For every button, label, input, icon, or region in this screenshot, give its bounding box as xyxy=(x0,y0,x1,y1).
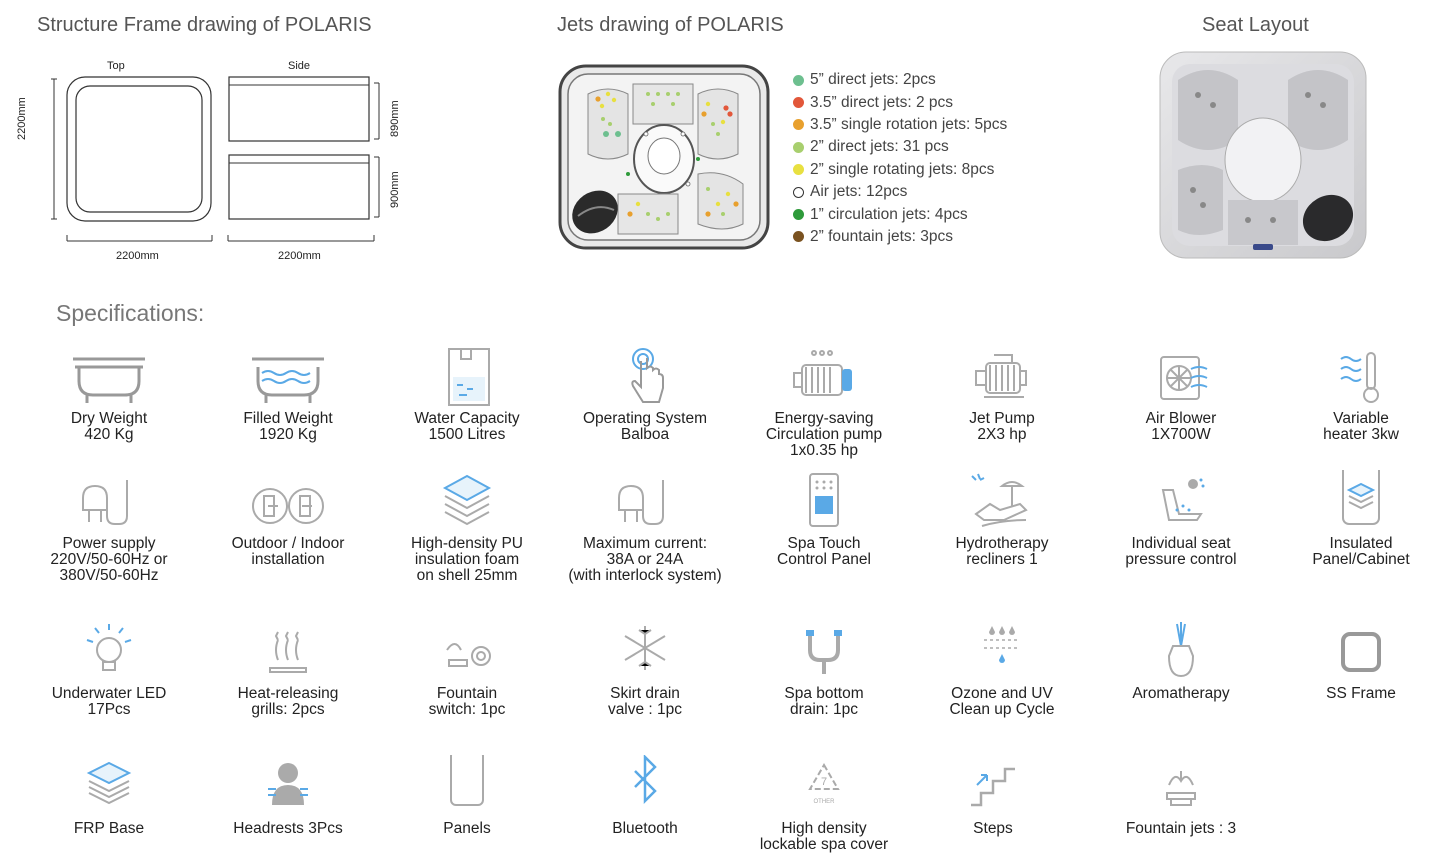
spec-text: Ozone and UV Clean up Cycle xyxy=(949,685,1055,718)
spec-text: Headrests 3Pcs xyxy=(233,820,343,837)
tub-icon xyxy=(69,345,149,411)
power-plug-icon xyxy=(69,470,149,536)
spec-text: Insulated Panel/Cabinet xyxy=(1312,535,1410,568)
svg-text:7: 7 xyxy=(820,776,828,788)
spec-fountain-switch xyxy=(378,620,556,718)
legend-text: 2” fountain jets: 3pcs xyxy=(810,227,954,245)
fountain-switch-icon xyxy=(427,620,507,686)
water-container-icon xyxy=(427,345,507,411)
insulated-panel-icon xyxy=(1321,470,1401,536)
legend-text: 2” direct jets: 31 pcs xyxy=(810,138,949,156)
legend-dot xyxy=(793,187,804,198)
dim-top-width-label: 2200mm xyxy=(116,250,159,262)
fountain-jets-icon xyxy=(1141,755,1221,821)
spec-filled-weight xyxy=(199,345,377,443)
spec-fountain-jets xyxy=(1092,755,1270,837)
spec-bluetooth xyxy=(556,755,734,837)
spec-underwater-led xyxy=(20,620,198,718)
legend-item xyxy=(793,203,1007,225)
spec-jet-pump xyxy=(913,345,1091,443)
spec-text: Panels xyxy=(443,820,491,837)
legend-dot xyxy=(793,209,804,220)
legend-text: 3.5” direct jets: 2 pcs xyxy=(810,93,954,111)
spec-text: Individual seat pressure control xyxy=(1125,535,1237,568)
spec-text: Operating System Balboa xyxy=(582,410,708,443)
spec-aromatherapy xyxy=(1092,620,1270,702)
spec-text: Maximum current: 38A or 24A (with interlock system) xyxy=(568,535,722,584)
spec-text: Jet Pump 2X3 hp xyxy=(969,410,1035,443)
bluetooth-icon xyxy=(605,755,685,821)
spec-text: Power supply 220V/50-60Hz or 380V/50-60Hz xyxy=(50,535,168,584)
spec-text: Filled Weight 1920 Kg xyxy=(243,410,333,443)
legend-text: 2” single rotating jets: 8pcs xyxy=(810,160,995,178)
spec-water-capacity xyxy=(378,345,556,443)
spec-text: Skirt drain valve : 1pc xyxy=(607,685,683,718)
legend-item xyxy=(793,181,1007,203)
spec-text: Steps xyxy=(973,820,1013,837)
spec-text: Underwater LED 17Pcs xyxy=(51,685,167,718)
recliner-icon xyxy=(962,470,1042,536)
foam-layers-icon xyxy=(427,470,507,536)
spec-skirt-drain xyxy=(556,620,734,718)
square-frame-icon xyxy=(1321,620,1401,686)
jets-legend xyxy=(793,69,1007,248)
spec-text: Variable heater 3kw xyxy=(1323,410,1399,443)
spec-text: Energy-saving Circulation pump 1x0.35 hp xyxy=(765,410,883,459)
spec-control-panel xyxy=(735,470,913,568)
structure-title: Structure Frame drawing of POLARIS xyxy=(37,14,372,36)
ozone-drops-icon xyxy=(962,620,1042,686)
seat-pressure-icon xyxy=(1141,470,1221,536)
spec-text: Fountain jets : 3 xyxy=(1125,820,1237,837)
legend-text: 1” circulation jets: 4pcs xyxy=(810,205,968,223)
dim-side-lower-label: 900mm xyxy=(389,171,401,208)
jet-pump-icon xyxy=(962,345,1042,411)
legend-dot xyxy=(793,75,804,86)
legend-dot xyxy=(793,119,804,130)
side-view-label: Side xyxy=(288,60,311,72)
spec-operating-system xyxy=(556,345,734,443)
spec-ss-frame xyxy=(1272,620,1445,702)
legend-dot xyxy=(793,164,804,175)
spec-text: High-density PU insulation foam on shell 25mm xyxy=(411,535,523,584)
spec-hydrotherapy xyxy=(913,470,1091,568)
touch-hand-icon xyxy=(605,345,685,411)
spec-air-blower xyxy=(1092,345,1270,443)
legend-item xyxy=(793,69,1007,91)
legend-dot xyxy=(793,97,804,108)
spec-steps xyxy=(904,755,1082,837)
spec-outdoor-indoor xyxy=(199,470,377,568)
dim-side-upper-label: 890mm xyxy=(389,100,401,137)
spec-dry-weight xyxy=(20,345,198,443)
spec-text: Hydrotherapy recliners 1 xyxy=(955,535,1049,568)
spec-frp-base xyxy=(20,755,198,837)
aroma-diffuser-icon xyxy=(1141,620,1221,686)
door-in-out-icon xyxy=(248,470,328,536)
heater-thermometer-icon xyxy=(1321,345,1401,411)
spec-panels xyxy=(378,755,556,837)
heat-grill-icon xyxy=(248,620,328,686)
legend-text: 5” direct jets: 2pcs xyxy=(810,71,936,89)
spec-text: Outdoor / Indoor installation xyxy=(231,535,345,568)
spec-text: Spa Touch Control Panel xyxy=(777,535,871,568)
recycle-cover-icon xyxy=(784,755,864,821)
spec-text: Air Blower 1X700W xyxy=(1145,410,1217,443)
legend-dot xyxy=(793,142,804,153)
specifications-title: Specifications: xyxy=(56,300,205,326)
spec-circulation-pump xyxy=(735,345,913,459)
snowflake-icon xyxy=(605,620,685,686)
dim-side-width-label: 2200mm xyxy=(278,250,321,262)
seat-layout-title: Seat Layout xyxy=(1202,14,1309,36)
circulation-pump-icon xyxy=(784,345,864,411)
spec-text: FRP Base xyxy=(73,820,145,837)
jets-layout-image xyxy=(558,64,770,250)
spec-text: Spa bottom drain: 1pc xyxy=(784,685,864,718)
spec-text: High density lockable spa cover xyxy=(759,820,889,853)
led-bulb-icon xyxy=(69,620,149,686)
spec-headrests xyxy=(199,755,377,837)
spec-bottom-drain xyxy=(735,620,913,718)
jets-title: Jets drawing of POLARIS xyxy=(557,14,784,36)
current-plug-icon xyxy=(605,470,685,536)
spec-text: Fountain switch: 1pc xyxy=(428,685,506,718)
svg-text:OTHER: OTHER xyxy=(813,799,835,805)
legend-item xyxy=(793,226,1007,248)
spec-heat-grills xyxy=(199,620,377,718)
air-blower-icon xyxy=(1141,345,1221,411)
spec-text: SS Frame xyxy=(1326,685,1396,702)
legend-item xyxy=(793,136,1007,158)
spec-text: Bluetooth xyxy=(612,820,678,837)
legend-text: 3.5” single rotation jets: 5pcs xyxy=(810,115,1008,133)
headrest-icon xyxy=(248,755,328,821)
spec-ozone-uv xyxy=(913,620,1091,718)
spec-power-supply xyxy=(20,470,198,584)
legend-dot xyxy=(793,231,804,242)
legend-item xyxy=(793,114,1007,136)
seat-layout-image xyxy=(1158,50,1368,260)
frp-layers-icon xyxy=(69,755,149,821)
spec-text: Water Capacity 1500 Litres xyxy=(414,410,520,443)
legend-item xyxy=(793,91,1007,113)
structure-frame-drawing xyxy=(30,55,420,270)
spec-insulated-panel xyxy=(1272,470,1445,568)
spec-text: Dry Weight 420 Kg xyxy=(70,410,148,443)
spec-seat-pressure xyxy=(1092,470,1270,568)
spec-heater xyxy=(1272,345,1445,443)
panel-icon xyxy=(427,755,507,821)
control-panel-icon xyxy=(784,470,864,536)
spec-spa-cover xyxy=(735,755,913,853)
spec-max-current xyxy=(556,470,734,584)
drain-pipe-icon xyxy=(784,620,864,686)
spec-text: Heat-releasing grills: 2pcs xyxy=(237,685,339,718)
legend-item xyxy=(793,159,1007,181)
spec-text: Aromatherapy xyxy=(1132,685,1230,702)
spec-insulation-foam xyxy=(378,470,556,584)
steps-icon xyxy=(953,755,1033,821)
filled-tub-icon xyxy=(248,345,328,411)
dim-height-label: 2200mm xyxy=(16,97,28,140)
top-view-label: Top xyxy=(107,60,125,72)
legend-text: Air jets: 12pcs xyxy=(810,183,908,201)
